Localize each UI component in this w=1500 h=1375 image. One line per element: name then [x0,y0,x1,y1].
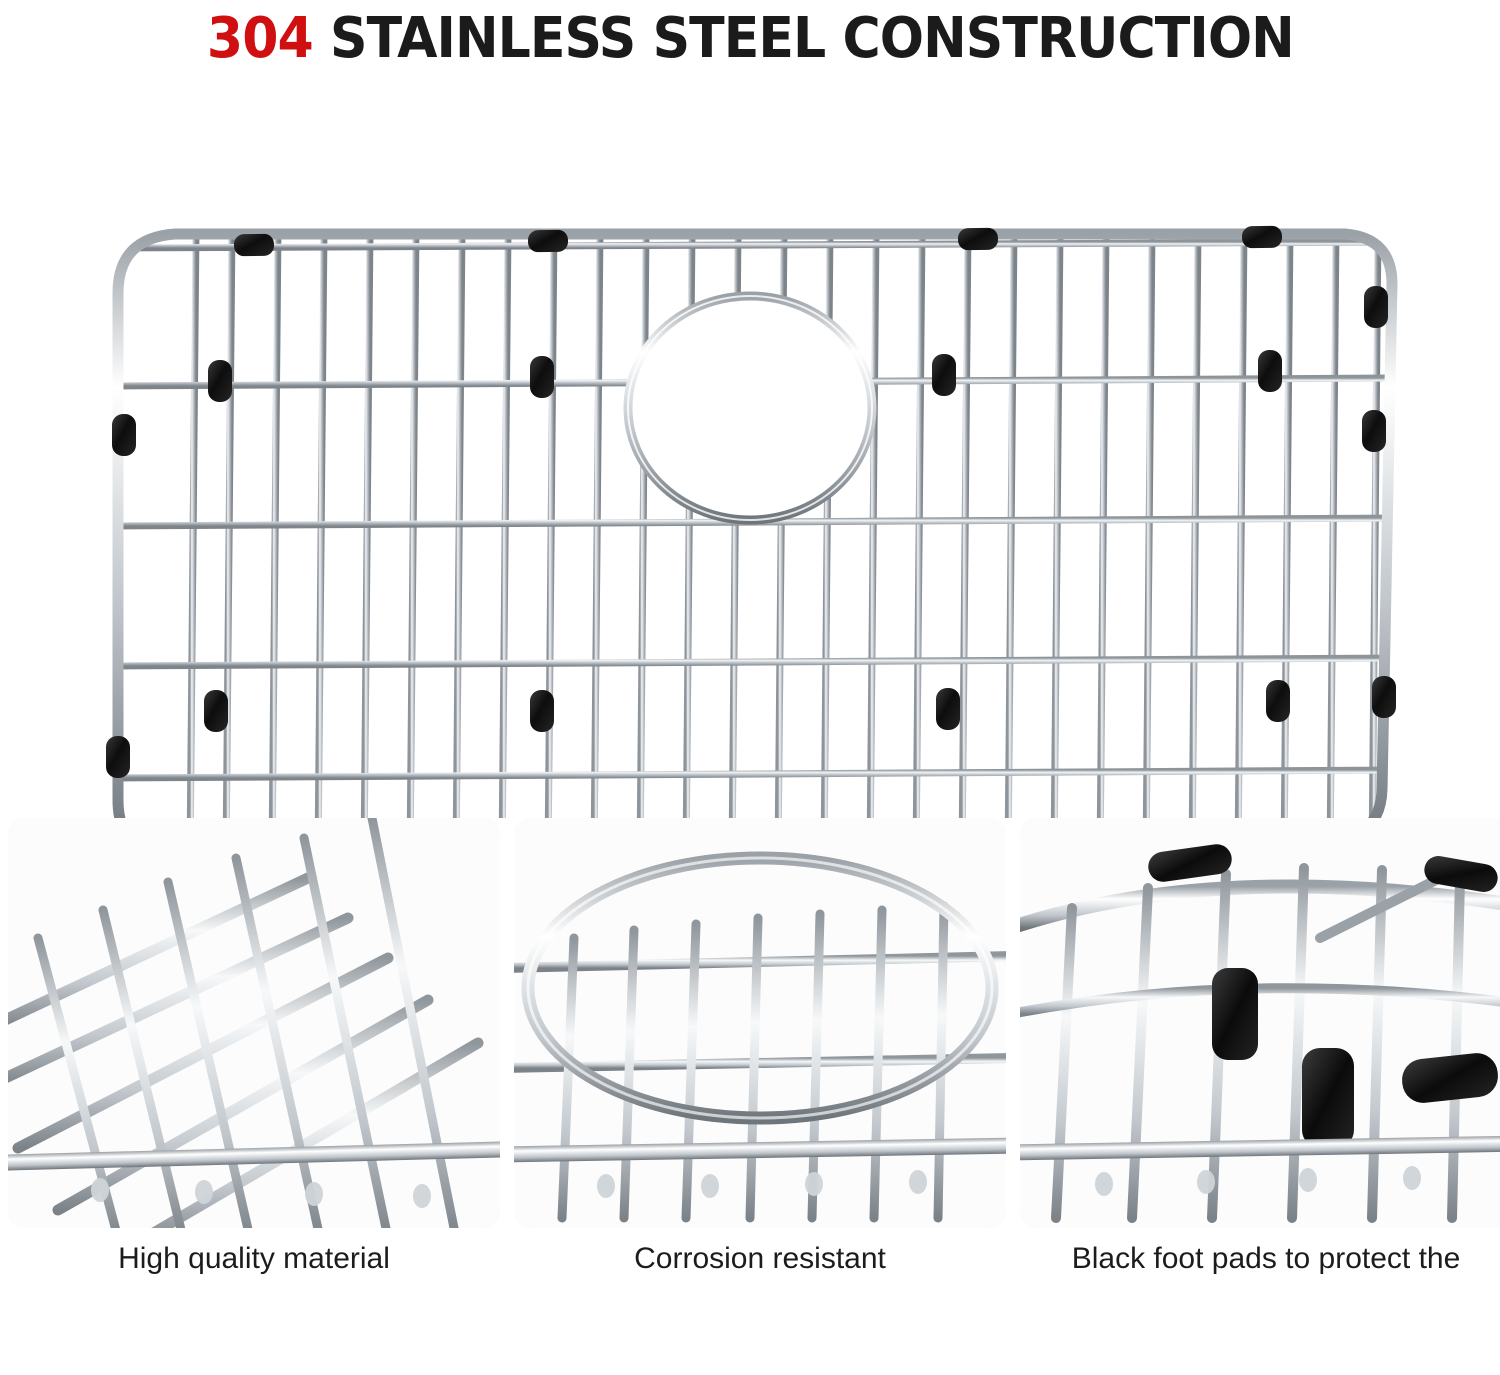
panel-corrosion-resistant [514,818,1006,1298]
panel-1-image [8,818,500,1228]
sink-grid-illustration [0,78,1500,818]
panel-2-caption: Corrosion resistant [634,1242,886,1275]
foot-pad-closeup-illustration [1020,818,1500,1228]
page-title [206,6,1294,71]
header-banner [0,0,1500,78]
title-highlight: 304 [206,6,313,71]
panel-2-image [514,818,1006,1228]
drain-ring-closeup-illustration [514,818,1006,1228]
feature-panels [0,818,1500,1298]
panel-3-caption: Black foot pads to protect the [1071,1242,1461,1275]
title-rest: STAINLESS STEEL CONSTRUCTION [312,6,1294,71]
panel-1-caption: High quality material [118,1242,390,1275]
hero-product-image [0,78,1500,818]
grid-closeup-illustration [8,818,500,1228]
panel-black-foot-pads [1020,818,1500,1298]
panel-high-quality-material [8,818,500,1298]
drain-ring [628,296,872,520]
panel-3-image [1020,818,1500,1228]
